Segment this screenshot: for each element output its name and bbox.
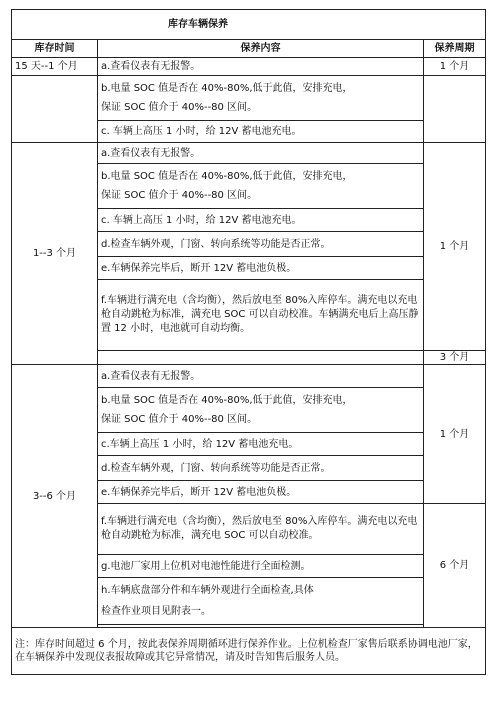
list-item: e.车辆保养完毕后，断开 12V 蓄电池负极。 (98, 481, 424, 504)
table-row (12, 76, 486, 121)
list-item: d.检查车辆外观，门窗、转向系统等功能是否正常。 (98, 456, 424, 481)
list-item: a.查看仪表有无报警。 (98, 58, 424, 76)
spacer-cell (98, 351, 424, 365)
item-line: 保证 SOC 值介于 40%--80 区间。 (101, 190, 258, 201)
header-maintenance-cycle: 保养周期 (424, 40, 486, 58)
header-row (12, 40, 486, 58)
cycle-empty (424, 76, 486, 143)
list-item (98, 388, 424, 433)
list-item (98, 164, 424, 209)
list-item (98, 578, 424, 625)
list-item: e.车辆保养完毕后，断开 12V 蓄电池负极。 (98, 257, 424, 280)
table-note: 注：库存时间超过 6 个月，按此表保养周期循环进行保养作业。上位机检查厂家售后联系协调电池厂家，在车辆保养中发现仪表报故障或其它异常情况，请及时告知售后服务人员。 (12, 628, 486, 675)
cycle-value: 6 个月 (424, 504, 486, 628)
item-line: b.电量 SOC 值是否在 40%-80%,低于此值，安排充电， (101, 83, 353, 94)
list-item: c.车辆上高压 1 小时，给 12V 蓄电池充电。 (98, 433, 424, 456)
list-item: a.查看仪表有无报警。 (98, 143, 424, 164)
item-line: 保证 SOC 值介于 40%--80 区间。 (101, 414, 258, 425)
item-line: 检查作业项目见附表一。 (101, 606, 211, 617)
list-item: f.车辆进行满充电（含均衡），然后放电至 80%入库停车。满充电以充电枪自动跳枪为标准，满充电 SOC 可以自动校准。 (98, 504, 424, 555)
maintenance-table (11, 9, 486, 675)
title-row (12, 10, 486, 40)
storage-time-3-6m: 3--6 个月 (12, 365, 98, 628)
note-row (12, 628, 486, 675)
cycle-value: 3 个月 (424, 351, 486, 365)
cycle-value: 1 个月 (424, 58, 486, 76)
list-item: c. 车辆上高压 1 小时，给 12V 蓄电池充电。 (98, 121, 424, 143)
table-row (12, 143, 486, 164)
storage-time-15d-1m: 15 天--1 个月 (12, 58, 98, 76)
cycle-value: 1 个月 (424, 365, 486, 504)
item-line: b.电量 SOC 值是否在 40%-80%,低于此值，安排充电， (101, 171, 353, 182)
storage-time-1-3m: 1--3 个月 (12, 143, 98, 365)
table-row (12, 365, 486, 388)
list-item: d.检查车辆外观，门窗、转向系统等功能是否正常。 (98, 232, 424, 257)
storage-time-empty (12, 76, 98, 143)
list-item (98, 76, 424, 121)
header-maintenance-content: 保养内容 (98, 40, 424, 58)
list-item: c. 车辆上高压 1 小时，给 12V 蓄电池充电。 (98, 209, 424, 232)
list-item: g.电池厂家用上位机对电池性能进行全面检测。 (98, 555, 424, 578)
list-item: f.车辆进行满充电（含均衡），然后放电至 80%入库停车。满充电以充电枪自动跳枪为标准，满充电 SOC 可以自动校准。车辆满充电后上高压静置 12 小时，电池就可自动均衡。 (98, 280, 424, 351)
item-line: 保证 SOC 值介于 40%--80 区间。 (101, 102, 258, 113)
table-title: 库存车辆保养 (12, 10, 486, 40)
item-line: h.车辆底盘部分件和车辆外观进行全面检查,具体 (101, 585, 314, 596)
table-row (12, 58, 486, 76)
cycle-value: 1 个月 (424, 143, 486, 351)
header-storage-time: 库存时间 (12, 40, 98, 58)
item-line: b.电量 SOC 值是否在 40%-80%,低于此值，安排充电， (101, 395, 353, 406)
list-item: a.查看仪表有无报警。 (98, 365, 424, 388)
